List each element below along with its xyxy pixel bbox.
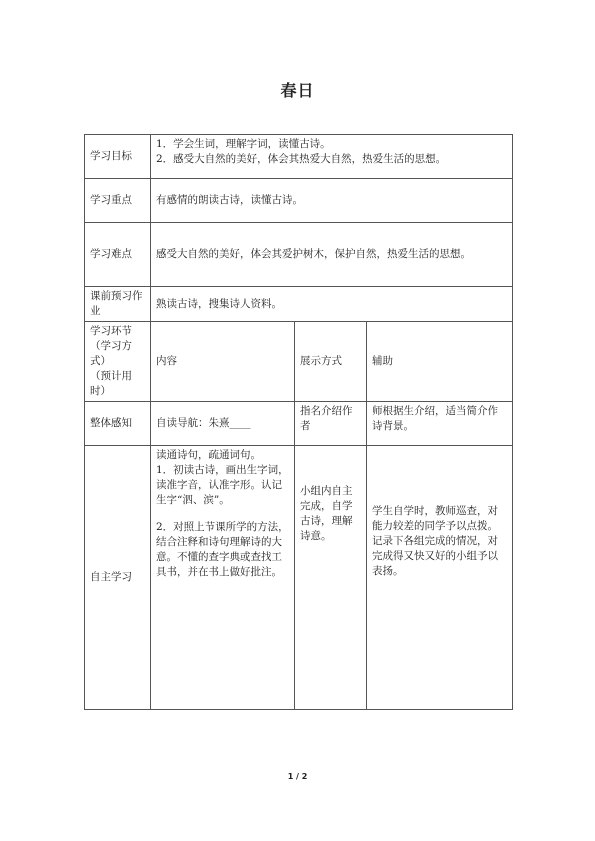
- label-key-points: 学习重点: [85, 179, 151, 223]
- objective-item-2: 2．感受大自然的美好，体会其热爱大自然，热爱生活的思想。: [156, 153, 447, 165]
- self-study-display: 小组内自主完成，自学古诗，理解诗意。: [295, 446, 367, 710]
- self-study-step-2: 2．对照上节课所学的方法，结合注释和诗句理解诗的大意。不懂的查字典或查找工具书，并在书上做好批注。: [156, 521, 289, 578]
- document-title: 春日: [280, 81, 315, 100]
- page-number: 1 / 2: [287, 772, 308, 781]
- label-preview: 课前预习作业: [85, 287, 151, 322]
- label-self-study: 自主学习: [85, 446, 151, 710]
- objectives-content: [151, 135, 513, 179]
- header-content: 内容: [151, 322, 295, 402]
- row-header: [85, 322, 513, 402]
- header-assist: 辅助: [367, 322, 513, 402]
- overall-assist: 师根据生介绍，适当简介作诗背景。: [367, 402, 513, 446]
- row-preview: [85, 287, 513, 322]
- overall-display: 指名介绍作者: [295, 402, 367, 446]
- self-study-intro: 读通诗句，疏通词句。: [156, 449, 261, 461]
- self-study-content: [151, 446, 295, 710]
- label-objectives: 学习目标: [85, 135, 151, 179]
- label-difficulties: 学习难点: [85, 223, 151, 287]
- key-points-content: 有感情的朗读古诗，读懂古诗。: [151, 179, 513, 223]
- header-display: 展示方式: [295, 322, 367, 402]
- preview-content: 熟读古诗，搜集诗人资料。: [151, 287, 513, 322]
- spacer: [156, 508, 289, 520]
- difficulties-content: 感受大自然的美好，体会其爱护树木，保护自然，热爱生活的思想。: [151, 223, 513, 287]
- row-objectives: [85, 135, 513, 179]
- self-study-step-1: 1．初读古诗，画出生字词，读准字音，认准字形。认记生字“泗、滨”。: [156, 464, 289, 506]
- header-stage: 学习环节 （学习方式） （预计用时）: [85, 322, 151, 402]
- row-overall: [85, 402, 513, 446]
- label-overall: 整体感知: [85, 402, 151, 446]
- self-study-assist: 学生自学时，教师巡查，对能力较差的同学予以点拨。记录下各组完成的情况，对完成得又快又好的小组予以表扬。: [367, 446, 513, 710]
- row-difficulties: [85, 223, 513, 287]
- lesson-plan-table: [84, 134, 513, 710]
- objective-item-1: 1．学会生词，理解字词，读懂古诗。: [156, 138, 331, 150]
- row-self-study: [85, 446, 513, 710]
- row-key-points: [85, 179, 513, 223]
- overall-content: 自读导航：朱熹____: [151, 402, 295, 446]
